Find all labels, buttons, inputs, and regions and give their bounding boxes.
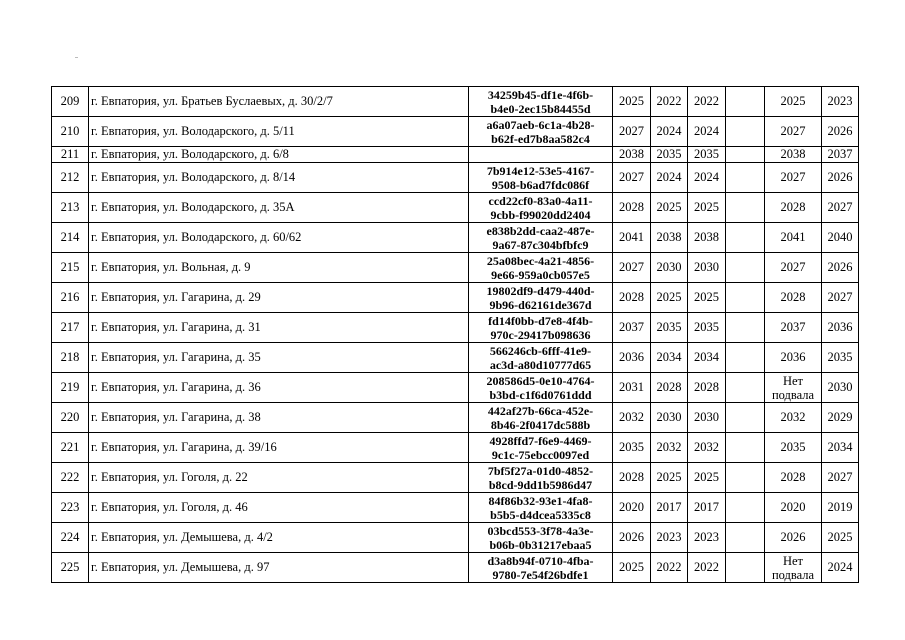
row-number: 217 xyxy=(52,313,89,343)
fias-guid-cell xyxy=(469,463,613,493)
address-cell: г. Евпатория, ул. Гагарина, д. 35 xyxy=(89,343,469,373)
year-col-3: 2030 xyxy=(688,403,726,433)
year-col-6: 2034 xyxy=(822,433,859,463)
year-col-4 xyxy=(726,223,765,253)
year-col-4 xyxy=(726,313,765,343)
guid-line-1: fd14f0bb-d7e8-4f4b- xyxy=(488,313,593,328)
fias-guid-cell xyxy=(469,117,613,147)
year-col-2: 2023 xyxy=(651,523,688,553)
guid-line-1: 442af27b-66ca-452e- xyxy=(487,403,594,418)
year-col-4 xyxy=(726,193,765,223)
year-col-1: 2036 xyxy=(613,343,651,373)
year-col-5: 2035 xyxy=(765,433,822,463)
year-col-2: 2025 xyxy=(651,463,688,493)
year-col-1: 2035 xyxy=(613,433,651,463)
year-col-1: 2028 xyxy=(613,463,651,493)
address-cell: г. Евпатория, ул. Братьев Буслаевых, д. 30/2/7 xyxy=(89,87,469,117)
year-col-2: 2022 xyxy=(651,553,688,583)
year-col-5: 2027 xyxy=(765,117,822,147)
address-cell: г. Евпатория, ул. Демышева, д. 97 xyxy=(89,553,469,583)
year-col-6: 2025 xyxy=(822,523,859,553)
year-col-5: 2036 xyxy=(765,343,822,373)
year-col-5: 2037 xyxy=(765,313,822,343)
guid-line-2: 970c-29417b098636 xyxy=(490,327,591,342)
guid-line-2: b3bd-c1f6d0761ddd xyxy=(489,387,592,402)
year-col-1: 2027 xyxy=(613,163,651,193)
guid-line-1: 7bf5f27a-01d0-4852- xyxy=(487,463,594,478)
year-col-3: 2024 xyxy=(688,117,726,147)
year-col-5: 2027 xyxy=(765,253,822,283)
guid-line-1: 25a08bec-4a21-4856- xyxy=(486,253,595,268)
year-col-6: 2030 xyxy=(822,373,859,403)
fias-guid-cell xyxy=(469,163,613,193)
guid-line-2: b62f-ed7b8aa582c4 xyxy=(491,131,590,146)
row-number: 221 xyxy=(52,433,89,463)
guid-line-2: 9c1c-75ebcc0097ed xyxy=(491,447,590,462)
row-number: 209 xyxy=(52,87,89,117)
year-col-3: 2032 xyxy=(688,433,726,463)
address-cell: г. Евпатория, ул. Демышева, д. 4/2 xyxy=(89,523,469,553)
year-col-2: 2028 xyxy=(651,373,688,403)
year-col-3: 2025 xyxy=(688,193,726,223)
guid-line-2: b8cd-9dd1b5986d47 xyxy=(488,477,593,492)
year-col-1: 2031 xyxy=(613,373,651,403)
year-col-3: 2030 xyxy=(688,253,726,283)
year-col-2: 2024 xyxy=(651,117,688,147)
guid-line-1: 208586d5-0e10-4764- xyxy=(486,373,595,388)
year-col-6: 2019 xyxy=(822,493,859,523)
fias-guid-cell xyxy=(469,313,613,343)
fias-guid-cell xyxy=(469,523,613,553)
row-number: 224 xyxy=(52,523,89,553)
year-col-2: 2035 xyxy=(651,147,688,163)
year-col-5: 2041 xyxy=(765,223,822,253)
row-number: 211 xyxy=(52,147,89,163)
year-col-2: 2022 xyxy=(651,87,688,117)
fias-guid-cell xyxy=(469,373,613,403)
year-col-1: 2041 xyxy=(613,223,651,253)
guid-line-2: b5b5-d4dcea5335c8 xyxy=(490,507,591,522)
fias-guid-cell xyxy=(469,433,613,463)
year-col-3: 2025 xyxy=(688,463,726,493)
table-row xyxy=(52,373,859,403)
note-line-2: подвала xyxy=(771,387,815,402)
table-row xyxy=(52,463,859,493)
table-row xyxy=(52,403,859,433)
row-number: 215 xyxy=(52,253,89,283)
guid-line-1: 03bcd553-3f78-4a3e- xyxy=(487,523,594,538)
address-cell: г. Евпатория, ул. Володарского, д. 5/11 xyxy=(89,117,469,147)
address-cell: г. Евпатория, ул. Володарского, д. 8/14 xyxy=(89,163,469,193)
year-col-3: 2038 xyxy=(688,223,726,253)
table-row xyxy=(52,253,859,283)
page-mark xyxy=(75,57,78,58)
note-line-2: подвала xyxy=(771,567,815,582)
row-number: 219 xyxy=(52,373,89,403)
address-cell: г. Евпатория, ул. Гагарина, д. 29 xyxy=(89,283,469,313)
fias-guid-cell xyxy=(469,223,613,253)
table-row xyxy=(52,87,859,117)
year-col-6: 2027 xyxy=(822,193,859,223)
table-row xyxy=(52,117,859,147)
year-col-5 xyxy=(765,553,822,583)
row-number: 220 xyxy=(52,403,89,433)
year-col-6: 2026 xyxy=(822,117,859,147)
guid-line-2: 8b46-2f0417dc588b xyxy=(490,417,591,432)
year-col-5: 2026 xyxy=(765,523,822,553)
year-col-5: 2028 xyxy=(765,193,822,223)
guid-line-1: 84f86b32-93e1-4fa8- xyxy=(488,493,593,508)
year-col-1: 2032 xyxy=(613,403,651,433)
year-col-5: 2027 xyxy=(765,163,822,193)
guid-line-1: a6a07aeb-6c1a-4b28- xyxy=(486,117,595,132)
table-row xyxy=(52,343,859,373)
address-cell: г. Евпатория, ул. Вольная, д. 9 xyxy=(89,253,469,283)
year-col-2: 2038 xyxy=(651,223,688,253)
year-col-3: 2017 xyxy=(688,493,726,523)
year-col-4 xyxy=(726,403,765,433)
guid-line-1: 7b914e12-53e5-4167- xyxy=(486,163,595,178)
year-col-4 xyxy=(726,283,765,313)
fias-guid-cell xyxy=(469,253,613,283)
guid-line-1: e838b2dd-caa2-487e- xyxy=(486,223,595,238)
year-col-1: 2025 xyxy=(613,553,651,583)
row-number: 216 xyxy=(52,283,89,313)
guid-line-2: 9e66-959a0cb057e5 xyxy=(491,267,590,282)
year-col-4 xyxy=(726,343,765,373)
year-col-4 xyxy=(726,493,765,523)
year-col-1: 2037 xyxy=(613,313,651,343)
guid-line-1: 34259b45-df1e-4f6b- xyxy=(487,87,594,102)
table-row xyxy=(52,283,859,313)
year-col-4 xyxy=(726,553,765,583)
year-col-3: 2028 xyxy=(688,373,726,403)
year-col-3: 2024 xyxy=(688,163,726,193)
fias-guid-cell xyxy=(469,343,613,373)
table-row xyxy=(52,223,859,253)
address-cell: г. Евпатория, ул. Гагарина, д. 39/16 xyxy=(89,433,469,463)
fias-guid-cell xyxy=(469,403,613,433)
year-col-5: 2025 xyxy=(765,87,822,117)
fias-guid-cell xyxy=(469,87,613,117)
year-col-1: 2027 xyxy=(613,117,651,147)
guid-line-1: d3a8b94f-0710-4fba- xyxy=(487,553,594,568)
year-col-4 xyxy=(726,87,765,117)
guid-line-2: 9508-b6ad7fdc086f xyxy=(491,177,590,192)
table-body xyxy=(52,87,859,583)
guid-line-2: b06b-0b31217ebaa5 xyxy=(489,537,592,552)
address-cell: г. Евпатория, ул. Гоголя, д. 22 xyxy=(89,463,469,493)
row-number: 223 xyxy=(52,493,89,523)
year-col-2: 2025 xyxy=(651,283,688,313)
guid-line-2: b4e0-2ec15b84455d xyxy=(490,101,591,116)
year-col-3: 2035 xyxy=(688,313,726,343)
guid-line-1: 4928ffd7-f6e9-4469- xyxy=(489,433,592,448)
year-col-1: 2025 xyxy=(613,87,651,117)
year-col-2: 2030 xyxy=(651,403,688,433)
row-number: 214 xyxy=(52,223,89,253)
year-col-4 xyxy=(726,463,765,493)
address-cell: г. Евпатория, ул. Гагарина, д. 38 xyxy=(89,403,469,433)
table-row xyxy=(52,523,859,553)
year-col-6: 2036 xyxy=(822,313,859,343)
address-cell: г. Евпатория, ул. Володарского, д. 35А xyxy=(89,193,469,223)
fias-guid-cell xyxy=(469,193,613,223)
year-col-3: 2023 xyxy=(688,523,726,553)
table-row xyxy=(52,163,859,193)
year-col-3: 2022 xyxy=(688,87,726,117)
row-number: 213 xyxy=(52,193,89,223)
year-col-5: 2028 xyxy=(765,283,822,313)
row-number: 212 xyxy=(52,163,89,193)
year-col-4 xyxy=(726,523,765,553)
year-col-6: 2029 xyxy=(822,403,859,433)
year-col-2: 2035 xyxy=(651,313,688,343)
guid-line-2: 9cbb-f99020dd2404 xyxy=(490,207,591,222)
year-col-6: 2024 xyxy=(822,553,859,583)
table-row xyxy=(52,493,859,523)
year-col-3: 2022 xyxy=(688,553,726,583)
year-col-4 xyxy=(726,253,765,283)
table-row xyxy=(52,193,859,223)
address-cell: г. Евпатория, ул. Володарского, д. 6/8 xyxy=(89,147,469,163)
fias-guid-cell xyxy=(469,283,613,313)
row-number: 222 xyxy=(52,463,89,493)
address-cell: г. Евпатория, ул. Гоголя, д. 46 xyxy=(89,493,469,523)
year-col-6: 2026 xyxy=(822,253,859,283)
year-col-2: 2030 xyxy=(651,253,688,283)
year-col-6: 2026 xyxy=(822,163,859,193)
housing-table xyxy=(51,86,859,583)
year-col-5 xyxy=(765,373,822,403)
note-line-1: Нет xyxy=(782,373,804,388)
table-row xyxy=(52,553,859,583)
year-col-2: 2025 xyxy=(651,193,688,223)
year-col-3: 2035 xyxy=(688,147,726,163)
address-cell: г. Евпатория, ул. Гагарина, д. 36 xyxy=(89,373,469,403)
year-col-4 xyxy=(726,147,765,163)
address-cell: г. Евпатория, ул. Володарского, д. 60/62 xyxy=(89,223,469,253)
year-col-2: 2032 xyxy=(651,433,688,463)
year-col-1: 2038 xyxy=(613,147,651,163)
row-number: 225 xyxy=(52,553,89,583)
year-col-2: 2017 xyxy=(651,493,688,523)
year-col-5: 2020 xyxy=(765,493,822,523)
year-col-1: 2028 xyxy=(613,193,651,223)
year-col-1: 2026 xyxy=(613,523,651,553)
guid-line-2: 9a67-87c304bfbfc9 xyxy=(492,237,589,252)
year-col-5: 2038 xyxy=(765,147,822,163)
year-col-4 xyxy=(726,117,765,147)
year-col-3: 2025 xyxy=(688,283,726,313)
year-col-6: 2027 xyxy=(822,463,859,493)
year-col-2: 2024 xyxy=(651,163,688,193)
row-number: 210 xyxy=(52,117,89,147)
fias-guid-cell xyxy=(469,147,613,163)
year-col-5: 2032 xyxy=(765,403,822,433)
year-col-4 xyxy=(726,373,765,403)
year-col-1: 2027 xyxy=(613,253,651,283)
table-row xyxy=(52,147,859,163)
row-number: 218 xyxy=(52,343,89,373)
fias-guid-cell xyxy=(469,493,613,523)
year-col-3: 2034 xyxy=(688,343,726,373)
guid-line-2: 9b96-d62161de367d xyxy=(489,297,592,312)
guid-line-1: 19802df9-d479-440d- xyxy=(486,283,595,298)
year-col-2: 2034 xyxy=(651,343,688,373)
note-line-1: Нет xyxy=(782,553,804,568)
year-col-6: 2040 xyxy=(822,223,859,253)
year-col-6: 2027 xyxy=(822,283,859,313)
year-col-6: 2037 xyxy=(822,147,859,163)
year-col-6: 2023 xyxy=(822,87,859,117)
table-row xyxy=(52,433,859,463)
year-col-5: 2028 xyxy=(765,463,822,493)
year-col-1: 2020 xyxy=(613,493,651,523)
guid-line-1: ccd22cf0-83a0-4a11- xyxy=(488,193,593,208)
guid-line-1: 566246cb-6fff-41e9- xyxy=(489,343,592,358)
guid-line-2: 9780-7e54f26bdfe1 xyxy=(492,567,589,582)
guid-line-2: ac3d-a80d10777d65 xyxy=(489,357,592,372)
address-cell: г. Евпатория, ул. Гагарина, д. 31 xyxy=(89,313,469,343)
year-col-6: 2035 xyxy=(822,343,859,373)
year-col-4 xyxy=(726,433,765,463)
year-col-4 xyxy=(726,163,765,193)
fias-guid-cell xyxy=(469,553,613,583)
year-col-1: 2028 xyxy=(613,283,651,313)
table-row xyxy=(52,313,859,343)
